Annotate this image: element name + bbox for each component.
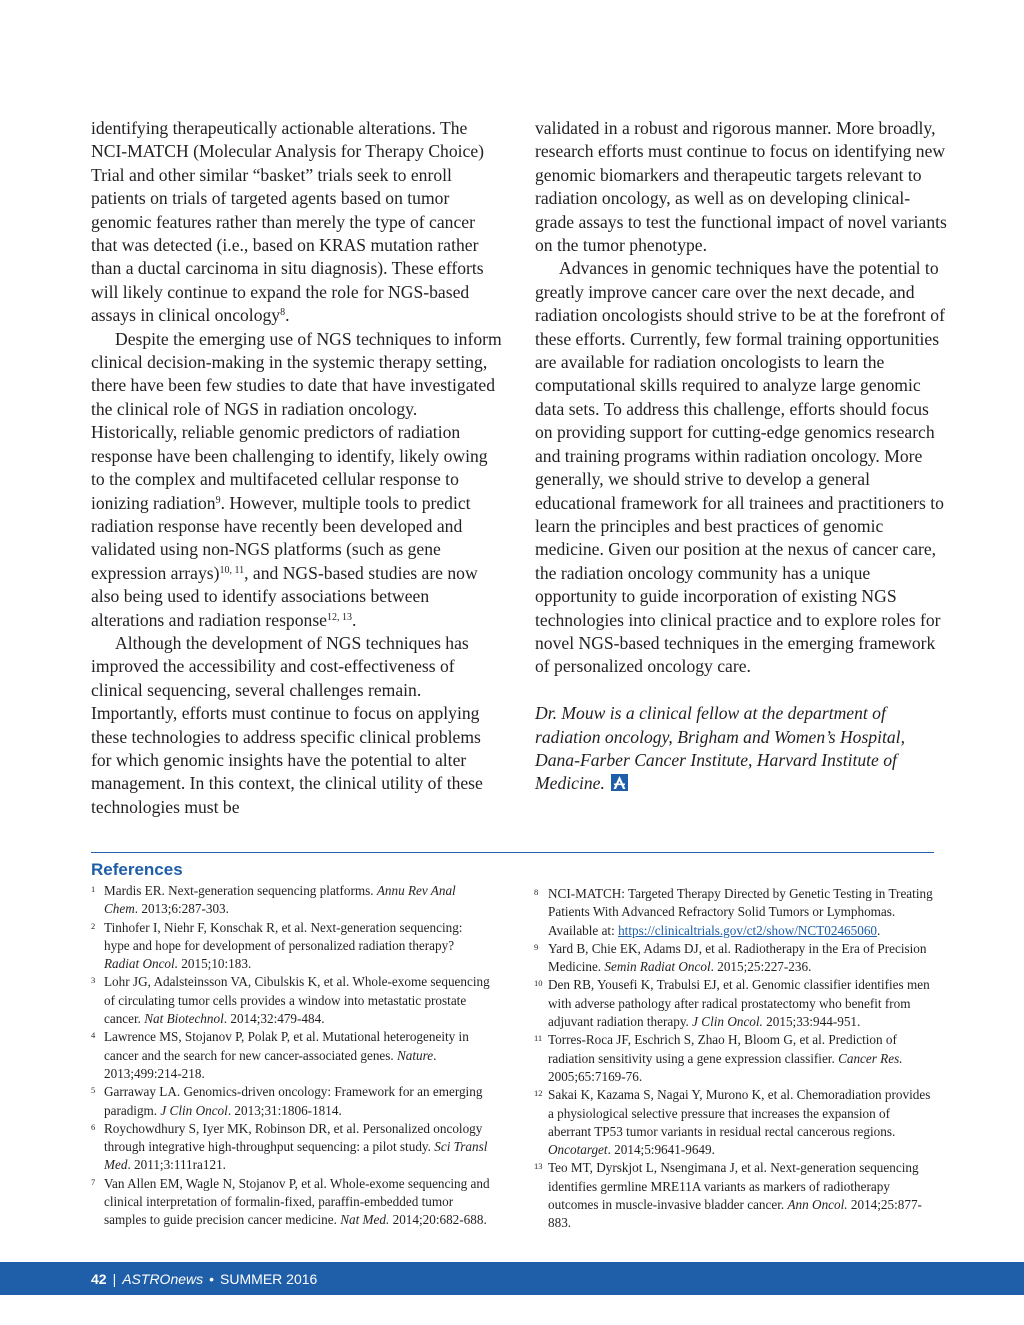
article-column-left [91, 117, 503, 819]
reference-item [91, 1175, 491, 1230]
author-bio: Dr. Mouw is a clinical fellow at the department of radiation oncology, Brigham and Women’s Hospital, Dana-Farber Cancer Institute, Harvard Institute of Medicine. [535, 703, 905, 794]
reference-journal: Semin Radiat Oncol [604, 959, 711, 975]
reference-journal: Cancer Res. [838, 1050, 903, 1066]
reference-citation: . 2014;32:479-484. [223, 1011, 325, 1027]
reference-text: Roychowdhury S, Iyer MK, Robinson DR, et al. Personalized oncology through integrative high-throughput sequencing: a pilot study. [104, 1120, 483, 1155]
reference-journal: Nat Med. [340, 1212, 390, 1228]
reference-number: 2 [91, 920, 96, 931]
reference-item [535, 1086, 935, 1159]
reference-number: 1 [91, 884, 96, 894]
reference-item [535, 976, 935, 1031]
reference-citation: 2015;33:944-951. [762, 1014, 861, 1030]
reference-number: 8 [534, 887, 539, 897]
paragraph: Although the development of NGS techniques has improved the accessibility and cost-effectiveness of clinical sequencing, several challenges remain. Importantly, efforts must continue to focus on applying these technologies to address specific clinical problems for which genomic insights have the potential to alter management. In this context, the clinical utility of these technologies must be [91, 632, 483, 817]
magazine-name: ASTROnews [122, 1270, 204, 1287]
reference-item [535, 1031, 935, 1086]
reference-citation: . 2013;6:287-303. [134, 901, 229, 917]
reference-number: 4 [91, 1030, 96, 1041]
reference-citation: 2014;20:682-688. [389, 1212, 487, 1228]
reference-number: 9 [534, 941, 539, 952]
article-column-right [535, 117, 947, 796]
reference-item [91, 1120, 491, 1175]
reference-text: Mardis ER. Next-generation sequencing platforms. [104, 883, 377, 898]
reference-text: Van Allen EM, Wagle N, Stojanov P, et al. Whole-exome sequencing and clinical interpretation of formalin-fixed, paraffin-embedded tumor samples to guide precision cancer medicine. [104, 1175, 490, 1228]
references-heading: References [91, 860, 183, 879]
reference-text: Yard B, Chie EK, Adams DJ, et al. Radiotherapy in the Era of Precision Medicine. [548, 940, 927, 975]
reference-item [91, 919, 491, 974]
reference-number: 11 [534, 1033, 543, 1044]
reference-number: 7 [91, 1176, 96, 1187]
reference-citation: . 2011;3:111ra121. [127, 1157, 226, 1173]
page-footer [0, 1262, 1024, 1295]
reference-item [91, 1083, 491, 1120]
reference-journal: Oncotarget [548, 1142, 608, 1158]
reference-text: Torres-Roca JF, Eschrich S, Zhao H, Bloom G, et al. Prediction of radiation sensitivity using a gene expression classifier. [548, 1032, 897, 1066]
reference-citation: 2014;25:877-883. [548, 1197, 922, 1231]
page-number: 42 [91, 1270, 107, 1287]
paragraph: Advances in genomic techniques have the potential to greatly improve cancer care over the next decade, and radiation oncologists should strive to be at the forefront of these efforts. Currently, few formal training opportunities are available for radiation oncologists to learn the computational skills required to analyze large genomic data sets. To address this challenge, efforts should focus on providing support for cutting-edge genomics research and training programs within radiation oncology. More generally, we should strive to develop a general educational framework for all trainees and practitioners to learn the principles and best practices of genomic medicine. Given our position at the nexus of cancer care, the radiation oncology community has a unique opportunity to guide incorporation of existing NGS technologies into clinical practice and to explore roles for novel NGS-based techniques in the emerging framework of personalized oncology care. [535, 258, 945, 677]
reference-journal: Radiat Oncol. [104, 956, 178, 972]
reference-citation: . 2013;31:1806-1814. [227, 1102, 342, 1118]
reference-text: Den RB, Yousefi K, Trabulsi EJ, et al. Genomic classifier identifies men with adverse pathology after radical prostatectomy who benefit from adjuvant radiation therapy. [548, 977, 930, 1030]
issue-label: SUMMER 2016 [220, 1270, 318, 1287]
reference-item [91, 1028, 491, 1083]
reference-item [91, 882, 491, 919]
references-list-right [535, 885, 935, 1233]
reference-citation: . 2014;5:9641-9649. [607, 1142, 715, 1158]
reference-journal: Annu Rev Anal Chem [104, 883, 456, 917]
reference-text: Tinhofer I, Niehr F, Konschak R, et al. Next-generation sequencing: hype and hope for development of personalized radiation therapy? [104, 919, 463, 953]
footer-bullet: • [209, 1270, 215, 1287]
reference-item [91, 973, 491, 1028]
references-list-left [91, 882, 491, 1230]
reference-link[interactable]: https://clinicaltrials.gov/ct2/show/NCT02465060 [618, 922, 878, 938]
reference-number: 5 [91, 1085, 96, 1096]
reference-citation: . 2013;499:214-218. [104, 1047, 437, 1081]
reference-number: 12 [534, 1088, 543, 1099]
reference-journal: Sci Transl Med [104, 1139, 488, 1173]
footer-separator: | [112, 1270, 117, 1287]
reference-journal: Nature [397, 1047, 434, 1063]
reference-text: Teo MT, Dyrskjot L, Nsengimana J, et al. Next-generation sequencing identifies germline MRE11A variants as markers of radiotherapy outcomes in muscle-invasive bladder cancer. [548, 1160, 919, 1213]
paragraph: Despite the emerging use of NGS techniques to inform clinical decision-making in the systemic therapy setting, there have been few studies to date that have investigated the clinical role of NGS in radiation oncology. Historically, reliable genomic predictors of radiation response have been challenging to identify, likely owing to the complex and multifaceted cellular response to ionizing radiation$^9$. However, multiple tools to predict radiation response have recently been developed and validated using non-NGS platforms (such as gene expression arrays)$^{10, 11}$, and NGS-based studies are now also being used to identify associations between alterations and radiation response$^{12, 13}$. [91, 328, 502, 630]
reference-text: NCI-MATCH: Targeted Therapy Directed by Genetic Testing in Treating Patients With Advanced Refractory Solid Tumors or Lymphomas. Available at: [548, 886, 933, 938]
reference-journal: Ann Oncol. [787, 1197, 848, 1213]
reference-text: Lohr JG, Adalsteinsson VA, Cibulskis K, et al. Whole-exome sequencing of circulating tumor cells provides a window into metastatic prostate cancer. [104, 974, 490, 1027]
reference-journal: J Clin Oncol [160, 1102, 228, 1118]
reference-text: Sakai K, Kazama S, Nagai Y, Murono K, et al. Chemoradiation provides a physiological selective pressure that increases the expansion of aberrant TP53 tumor variants in residual rectal cancerous regions. [548, 1087, 931, 1139]
reference-journal: J Clin Oncol. [692, 1014, 763, 1030]
reference-citation: . 2015;25:227-236. [710, 959, 812, 975]
reference-citation: . [877, 922, 881, 938]
reference-item [535, 940, 935, 977]
paragraph: identifying therapeutically actionable alterations. The NCI-MATCH (Molecular Analysis for Therapy Choice) Trial and other similar “basket” trials seek to enroll patients on trials of targeted agents based on tumor genomic features rather than merely the type of cancer that was detected (i.e., based on KRAS mutation rather than a ductal carcinoma in situ diagnosis). These efforts will likely continue to expand the role for NGS-based assays in clinical oncology$^8$. [91, 118, 485, 326]
astro-logo-icon [611, 774, 628, 791]
reference-text: Lawrence MS, Stojanov P, Polak P, et al. Mutational heterogeneity in cancer and the search for new cancer-associated genes. [104, 1029, 469, 1063]
paragraph: validated in a robust and rigorous manner. More broadly, research efforts must continue to focus on identifying new genomic biomarkers and therapeutic targets relevant to radiation oncology, as well as on developing clinical-grade assays to test the functional impact of novel variants on the tumor phenotype. [535, 118, 947, 256]
reference-citation: 2015;10:183. [178, 956, 252, 972]
reference-item [535, 885, 935, 940]
reference-citation: 2005;65:7169-76. [548, 1068, 643, 1084]
reference-number: 6 [91, 1121, 96, 1132]
reference-number: 10 [534, 978, 543, 989]
reference-number: 3 [91, 975, 96, 986]
reference-journal: Nat Biotechnol [144, 1011, 224, 1027]
reference-item [535, 1159, 935, 1232]
reference-text: Garraway LA. Genomics-driven oncology: Framework for an emerging paradigm. [104, 1084, 483, 1118]
reference-number: 13 [534, 1161, 543, 1172]
section-divider [91, 852, 934, 853]
